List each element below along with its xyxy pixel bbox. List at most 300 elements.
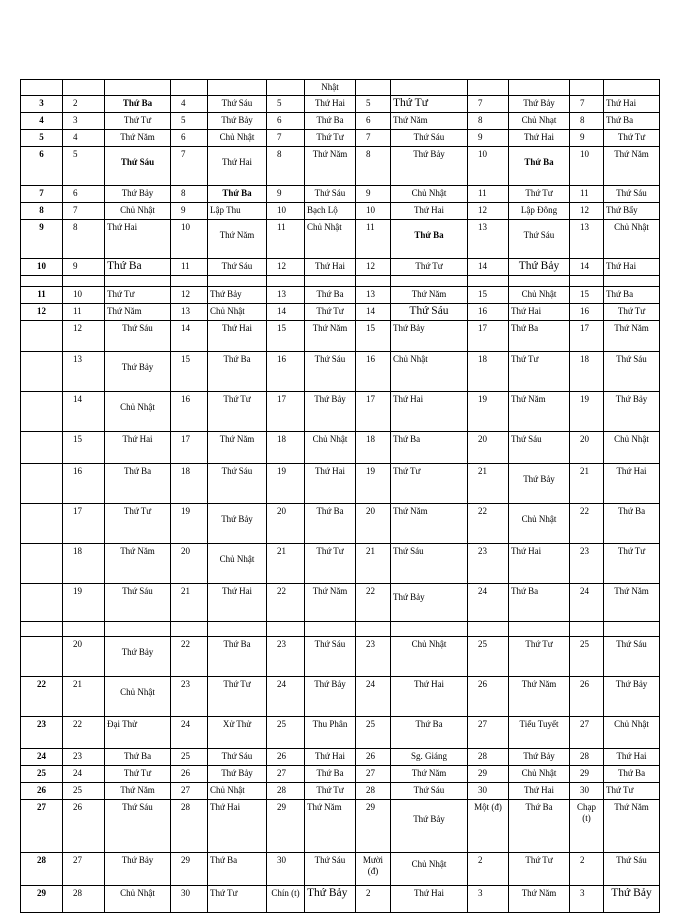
table-cell: Chủ Nhật	[105, 392, 171, 432]
table-cell: Thứ Ba	[509, 584, 570, 622]
table-cell: 26	[171, 766, 208, 783]
table-row	[21, 186, 660, 203]
table-cell: Thứ Bảy	[305, 392, 356, 432]
table-cell	[171, 622, 208, 637]
table-cell: 23	[570, 544, 604, 584]
table-cell: Thứ Tư	[105, 504, 171, 544]
table-row	[21, 80, 660, 96]
table-cell: Thứ Tư	[509, 186, 570, 203]
table-cell: 18	[570, 352, 604, 392]
table-cell: 20	[267, 504, 305, 544]
table-cell	[267, 622, 305, 637]
table-cell: 15	[171, 352, 208, 392]
table-cell: Thứ Ba	[208, 853, 267, 886]
table-cell: 18	[63, 544, 105, 584]
table-cell: 6	[356, 113, 391, 130]
table-cell: 18	[267, 432, 305, 464]
table-cell: 17	[356, 392, 391, 432]
table-cell: 23	[267, 637, 305, 677]
table-cell: Một (đ)	[468, 800, 509, 853]
table-cell: Thu Phân	[305, 717, 356, 749]
table-cell	[208, 622, 267, 637]
table-cell: 27	[267, 766, 305, 783]
table-cell: 2	[570, 853, 604, 886]
table-cell: Thứ Bảy	[105, 186, 171, 203]
table-cell: Thứ Sáu	[509, 220, 570, 259]
table-cell: 23	[468, 544, 509, 584]
table-cell: Thứ Hai	[208, 800, 267, 853]
table-cell: Thứ Ba	[105, 96, 171, 113]
table-cell: 11	[63, 304, 105, 321]
table-cell: 29	[171, 853, 208, 886]
table-cell: 28	[171, 800, 208, 853]
table-cell: Thứ Hai	[509, 304, 570, 321]
table-cell: 13	[63, 352, 105, 392]
table-cell	[356, 622, 391, 637]
table-cell: Thứ Bảy	[391, 147, 468, 186]
table-cell: 18	[468, 352, 509, 392]
table-cell: Thứ Ba	[391, 432, 468, 464]
table-cell: 11	[570, 186, 604, 203]
table-cell: 23	[356, 637, 391, 677]
table-cell: Thứ Bảy	[604, 392, 660, 432]
table-cell	[570, 622, 604, 637]
table-cell: 15	[63, 432, 105, 464]
table-cell	[391, 622, 468, 637]
table-cell	[21, 352, 63, 392]
table-cell: Thứ Bảy	[105, 352, 171, 392]
table-cell	[391, 80, 468, 96]
calendar-body	[21, 80, 660, 913]
table-cell: 20	[468, 432, 509, 464]
table-cell: Chủ Nhật	[105, 886, 171, 913]
table-cell: 12	[570, 203, 604, 220]
table-cell: Thứ Năm	[604, 800, 660, 853]
table-cell: Thứ Sáu	[305, 853, 356, 886]
table-cell	[21, 432, 63, 464]
table-cell: Thứ Hai	[391, 392, 468, 432]
table-cell	[63, 622, 105, 637]
table-row	[21, 276, 660, 287]
table-cell: Thứ Sáu	[105, 147, 171, 186]
table-cell: Chủ Nhật	[604, 717, 660, 749]
table-cell: Thứ Hai	[208, 584, 267, 622]
table-cell: 21	[356, 544, 391, 584]
table-cell: Thứ Năm	[604, 147, 660, 186]
table-cell: 8	[21, 203, 63, 220]
table-cell: Thứ Sáu	[391, 130, 468, 147]
table-cell: 17	[468, 321, 509, 352]
table-row	[21, 783, 660, 800]
table-cell: 12	[63, 321, 105, 352]
table-cell: Thứ Sáu	[105, 800, 171, 853]
table-cell: 11	[267, 220, 305, 259]
table-cell: 13	[356, 287, 391, 304]
table-cell: Thứ Năm	[391, 766, 468, 783]
table-cell: Lập Thu	[208, 203, 267, 220]
table-cell: 15	[267, 321, 305, 352]
table-cell: Thứ Hai	[509, 544, 570, 584]
table-cell: Thứ Sáu	[305, 637, 356, 677]
table-cell: Thứ Ba	[305, 287, 356, 304]
table-cell: Thứ Năm	[105, 304, 171, 321]
table-cell: 9	[171, 203, 208, 220]
table-cell: Thứ Ba	[391, 220, 468, 259]
table-row	[21, 886, 660, 913]
table-cell: Thứ Tư	[208, 392, 267, 432]
table-cell: 15	[468, 287, 509, 304]
table-cell: Thứ Năm	[509, 392, 570, 432]
table-row	[21, 766, 660, 783]
table-cell: Thứ Ba	[208, 352, 267, 392]
table-cell: 10	[468, 147, 509, 186]
table-cell: Thứ Ba	[105, 749, 171, 766]
table-cell: Thứ Ba	[604, 504, 660, 544]
table-cell: Thứ Bảy	[391, 584, 468, 622]
table-cell: Thứ Sáu	[391, 783, 468, 800]
table-row	[21, 392, 660, 432]
table-cell: 28	[21, 853, 63, 886]
table-cell: Thứ Năm	[208, 432, 267, 464]
table-cell: Thứ Sáu	[604, 637, 660, 677]
table-cell: 7	[63, 203, 105, 220]
table-cell: Thứ Tư	[208, 886, 267, 913]
table-cell: Thứ Bảy	[208, 766, 267, 783]
table-cell: Thứ Năm	[305, 321, 356, 352]
table-cell: Thứ Năm	[509, 886, 570, 913]
table-cell: 9	[21, 220, 63, 259]
table-cell: Chủ Nhật	[604, 220, 660, 259]
table-cell: 2	[63, 96, 105, 113]
table-cell	[509, 276, 570, 287]
table-cell: Đại Thử	[105, 717, 171, 749]
table-cell: 3	[570, 886, 604, 913]
table-row	[21, 584, 660, 622]
table-cell: 22	[63, 717, 105, 749]
table-cell: Thứ Ba	[305, 766, 356, 783]
table-cell: Thứ Năm	[305, 584, 356, 622]
table-cell: 17	[570, 321, 604, 352]
table-cell: Thứ Sáu	[105, 584, 171, 622]
table-cell: Thứ Năm	[105, 544, 171, 584]
table-cell: 15	[356, 321, 391, 352]
table-cell	[208, 80, 267, 96]
table-cell	[509, 622, 570, 637]
table-cell: Thứ Hai	[509, 783, 570, 800]
table-cell: Thứ Ba	[105, 464, 171, 504]
table-cell: 4	[21, 113, 63, 130]
table-cell	[21, 321, 63, 352]
table-cell: Chủ Nhật	[305, 432, 356, 464]
table-cell: Thứ Tư	[305, 783, 356, 800]
table-cell	[105, 276, 171, 287]
table-cell: Thứ Năm	[305, 800, 356, 853]
table-cell	[21, 584, 63, 622]
table-cell: 20	[356, 504, 391, 544]
table-cell: 26	[468, 677, 509, 717]
table-row	[21, 749, 660, 766]
table-cell: 28	[570, 749, 604, 766]
table-cell: 19	[267, 464, 305, 504]
table-cell: 26	[267, 749, 305, 766]
table-row	[21, 96, 660, 113]
table-cell: Thứ Ba	[305, 113, 356, 130]
table-cell: 7	[171, 147, 208, 186]
table-cell: 21	[570, 464, 604, 504]
table-cell: Chủ Nhật	[208, 130, 267, 147]
table-cell: 23	[21, 717, 63, 749]
table-cell: Thứ Hai	[305, 464, 356, 504]
table-cell: 26	[356, 749, 391, 766]
table-cell: Thứ Năm	[604, 321, 660, 352]
table-cell: Thứ Năm	[105, 130, 171, 147]
table-cell: Thứ Sáu	[604, 853, 660, 886]
table-cell: 6	[267, 113, 305, 130]
table-cell: Thứ Bảy	[305, 677, 356, 717]
table-row	[21, 677, 660, 717]
table-cell: 14	[468, 259, 509, 276]
table-cell: 29	[468, 766, 509, 783]
table-cell	[21, 637, 63, 677]
table-cell: 5	[356, 96, 391, 113]
table-cell: Chủ Nhật	[391, 853, 468, 886]
table-cell: Thứ Hai	[391, 677, 468, 717]
table-cell: Thứ Sáu	[391, 304, 468, 321]
table-cell: 7	[356, 130, 391, 147]
table-cell: 29	[356, 800, 391, 853]
table-cell: 10	[21, 259, 63, 276]
table-cell	[63, 276, 105, 287]
table-cell: 19	[468, 392, 509, 432]
table-cell	[105, 622, 171, 637]
table-cell: 16	[267, 352, 305, 392]
table-cell	[356, 276, 391, 287]
table-row	[21, 130, 660, 147]
table-cell	[21, 276, 63, 287]
table-cell: Thứ Ba	[391, 717, 468, 749]
table-cell	[21, 622, 63, 637]
table-cell: 3	[21, 96, 63, 113]
table-cell: Thứ Năm	[509, 677, 570, 717]
table-cell: 21	[63, 677, 105, 717]
table-cell: Chạp (t)	[570, 800, 604, 853]
table-cell: Thứ Tư	[305, 544, 356, 584]
table-cell: Thứ Ba	[604, 113, 660, 130]
table-cell: 22	[356, 584, 391, 622]
table-cell: 13	[267, 287, 305, 304]
table-cell: 21	[171, 584, 208, 622]
table-cell: 20	[171, 544, 208, 584]
table-cell: 24	[171, 717, 208, 749]
table-cell: Xử Thử	[208, 717, 267, 749]
table-row	[21, 504, 660, 544]
table-cell: 14	[63, 392, 105, 432]
table-cell	[570, 276, 604, 287]
table-cell: Thứ Ba	[305, 504, 356, 544]
table-row	[21, 622, 660, 637]
table-cell: Thứ Sáu	[604, 186, 660, 203]
table-cell: 29	[267, 800, 305, 853]
table-row	[21, 321, 660, 352]
table-cell: Thứ Tư	[509, 352, 570, 392]
table-cell: Thứ Tư	[604, 783, 660, 800]
table-cell	[171, 80, 208, 96]
table-cell: Thứ Ba	[105, 259, 171, 276]
table-cell: 22	[267, 584, 305, 622]
table-cell: 5	[63, 147, 105, 186]
table-cell	[468, 80, 509, 96]
table-cell: Chủ Nhật	[208, 304, 267, 321]
table-cell: Thứ Hai	[391, 886, 468, 913]
table-cell: 19	[356, 464, 391, 504]
table-cell: Chủ Nhật	[105, 203, 171, 220]
table-cell: 24	[356, 677, 391, 717]
table-cell: Thứ Bảy	[509, 259, 570, 276]
table-cell	[21, 544, 63, 584]
table-cell: Thứ Sáu	[509, 432, 570, 464]
table-cell: 8	[171, 186, 208, 203]
table-cell	[391, 276, 468, 287]
table-cell: Thứ Tư	[604, 130, 660, 147]
table-cell: 22	[570, 504, 604, 544]
table-cell: 3	[468, 886, 509, 913]
table-row	[21, 113, 660, 130]
table-cell: 13	[468, 220, 509, 259]
table-cell: Thứ Hai	[509, 130, 570, 147]
table-cell: 16	[570, 304, 604, 321]
table-cell: 20	[63, 637, 105, 677]
table-cell: Thứ Năm	[391, 287, 468, 304]
table-cell: Thứ Sáu	[305, 352, 356, 392]
table-cell: 16	[468, 304, 509, 321]
table-cell: Chủ Nhật	[305, 220, 356, 259]
table-cell: 29	[21, 886, 63, 913]
table-cell: Chủ Nhật	[391, 186, 468, 203]
table-row	[21, 287, 660, 304]
table-cell	[604, 276, 660, 287]
table-cell: 9	[356, 186, 391, 203]
table-cell: Thứ Hai	[604, 464, 660, 504]
table-cell: 4	[171, 96, 208, 113]
table-cell: Thứ Năm	[208, 220, 267, 259]
table-row	[21, 853, 660, 886]
table-cell: 9	[63, 259, 105, 276]
table-cell: Thứ Hai	[305, 96, 356, 113]
table-cell: 11	[468, 186, 509, 203]
table-cell: 25	[171, 749, 208, 766]
table-row	[21, 464, 660, 504]
table-cell: Thứ Bảy	[391, 321, 468, 352]
table-cell: 11	[171, 259, 208, 276]
table-cell: 23	[171, 677, 208, 717]
table-cell: 17	[171, 432, 208, 464]
table-cell: 25	[570, 637, 604, 677]
table-cell: Thứ Tư	[391, 96, 468, 113]
table-cell: Thứ Tư	[305, 304, 356, 321]
table-cell: Thứ Tư	[105, 766, 171, 783]
table-cell: Thứ Hai	[604, 259, 660, 276]
table-cell: Thứ Tư	[105, 113, 171, 130]
table-cell: 16	[171, 392, 208, 432]
table-cell: 30	[468, 783, 509, 800]
table-cell	[356, 80, 391, 96]
table-cell: 30	[267, 853, 305, 886]
table-cell	[305, 276, 356, 287]
table-cell: Thứ Năm	[105, 783, 171, 800]
table-cell: 12	[267, 259, 305, 276]
table-cell: Thứ Ba	[604, 766, 660, 783]
table-cell: 30	[171, 886, 208, 913]
table-cell: 12	[356, 259, 391, 276]
table-cell	[21, 80, 63, 96]
table-cell: Thứ Bảy	[604, 677, 660, 717]
table-cell: Thứ Sáu	[305, 186, 356, 203]
table-cell	[63, 80, 105, 96]
table-cell: 24	[570, 584, 604, 622]
table-cell: Thứ Sáu	[105, 321, 171, 352]
table-cell: 16	[356, 352, 391, 392]
table-cell: Thứ Bảy	[509, 464, 570, 504]
table-cell: Thứ Bảy	[208, 113, 267, 130]
table-cell: Thứ Tư	[391, 464, 468, 504]
table-cell: Nhật	[305, 80, 356, 96]
table-cell: Thứ Tư	[509, 637, 570, 677]
table-cell: Thứ Bảy	[391, 800, 468, 853]
table-cell: Thứ Hai	[105, 432, 171, 464]
table-cell	[105, 80, 171, 96]
table-cell: 26	[63, 800, 105, 853]
table-cell: 25	[356, 717, 391, 749]
table-cell: 2	[356, 886, 391, 913]
table-cell: 21	[267, 544, 305, 584]
table-cell: 19	[171, 504, 208, 544]
table-cell: 27	[468, 717, 509, 749]
table-cell	[468, 276, 509, 287]
table-cell: 20	[570, 432, 604, 464]
table-cell: 27	[570, 717, 604, 749]
table-cell: Chủ Nhật	[391, 637, 468, 677]
table-cell: 25	[267, 717, 305, 749]
table-cell: 6	[171, 130, 208, 147]
table-cell: 27	[63, 853, 105, 886]
table-cell: Chủ Nhật	[391, 352, 468, 392]
table-cell: Chủ Nhật	[509, 504, 570, 544]
table-cell: Thứ Tư	[604, 304, 660, 321]
table-row	[21, 147, 660, 186]
table-cell: Thứ Tư	[604, 544, 660, 584]
table-cell: 10	[171, 220, 208, 259]
table-cell: Thứ Bảy	[305, 886, 356, 913]
table-cell: 27	[21, 800, 63, 853]
table-cell: Thứ Sáu	[391, 544, 468, 584]
table-cell: 8	[267, 147, 305, 186]
table-cell: 28	[267, 783, 305, 800]
table-cell	[267, 80, 305, 96]
table-cell: 22	[171, 637, 208, 677]
table-row	[21, 220, 660, 259]
table-cell: 2	[468, 853, 509, 886]
table-cell: Thứ Tư	[305, 130, 356, 147]
table-cell: Thứ Tư	[105, 287, 171, 304]
table-cell: Thứ Bảy	[105, 853, 171, 886]
table-row	[21, 259, 660, 276]
table-cell: Thứ Năm	[391, 504, 468, 544]
table-cell: 24	[468, 584, 509, 622]
table-cell	[21, 392, 63, 432]
table-cell: 13	[171, 304, 208, 321]
table-cell	[171, 276, 208, 287]
table-cell: Chủ Nhật	[105, 677, 171, 717]
